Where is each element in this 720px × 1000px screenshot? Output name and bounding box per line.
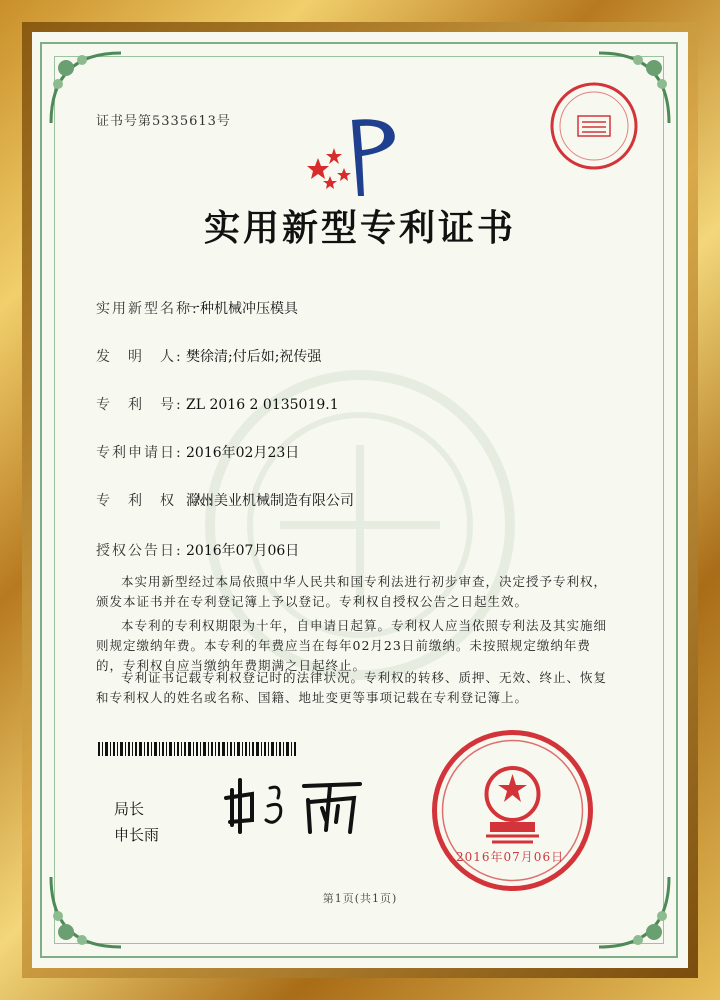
official-seal-icon <box>430 728 595 893</box>
certificate-title: 实用新型专利证书 <box>203 207 516 249</box>
field-label: 授权公告日: <box>96 543 183 559</box>
field-label: 发 明 人: <box>96 349 183 365</box>
field-patent-number <box>96 394 339 414</box>
field-label: 实用新型名称: <box>96 301 199 317</box>
field-value: 樊徐清;付后如;祝传强 <box>186 349 322 365</box>
field-value: 2016年02月23日 <box>186 445 300 461</box>
field-grant-date <box>96 540 299 560</box>
director-name: 申长雨 <box>114 826 160 844</box>
field-inventors <box>96 346 321 366</box>
field-application-date <box>96 442 299 462</box>
field-value: 2016年07月06日 <box>186 543 300 559</box>
field-value: ZL 2016 2 0135019.1 <box>186 397 339 413</box>
paragraph-legal-status: 专利证书记载专利权登记时的法律状况。专利权的转移、质押、无效、终止、恢复和专利权人的姓名或名称、国籍、地址变更等事项记载在专利登记簿上。 <box>96 670 608 705</box>
field-patentee <box>96 490 354 510</box>
field-value: 一种机械冲压模具 <box>186 301 298 317</box>
page-number: 第1页(共1页) <box>322 892 398 905</box>
seal-date: 2016年07月06日 <box>456 850 565 864</box>
certificate-number: 证书号第5335613号 <box>96 114 231 129</box>
patent-office-logo-icon <box>300 110 410 200</box>
field-utility-model-name <box>96 298 298 318</box>
field-label: 专利申请日: <box>96 445 183 461</box>
field-value: 滁州美业机械制造有限公司 <box>186 493 354 509</box>
director-title: 局长 <box>114 800 145 818</box>
barcode-icon <box>98 742 298 756</box>
agency-seal-icon <box>548 80 640 172</box>
director-signature-icon <box>222 770 372 840</box>
corner-ornament-icon <box>594 872 674 952</box>
field-label: 专 利 号: <box>96 397 183 413</box>
field-label: 专 利 权 人: <box>96 493 215 509</box>
paragraph-grant: 本实用新型经过本局依照中华人民共和国专利法进行初步审查，决定授予专利权，颁发本证书并在专利登记簿上予以登记。专利权自授权公告之日起生效。 <box>96 574 608 609</box>
corner-ornament-icon <box>46 872 126 952</box>
paragraph-term: 本专利的专利权期限为十年，自申请日起算。专利权人应当依照专利法及其实施细则规定缴纳年费。本专利的年费应当在每年02月23日前缴纳。未按照规定缴纳年费的，专利权自应当缴纳年费期满之日起终止。 <box>96 618 608 673</box>
